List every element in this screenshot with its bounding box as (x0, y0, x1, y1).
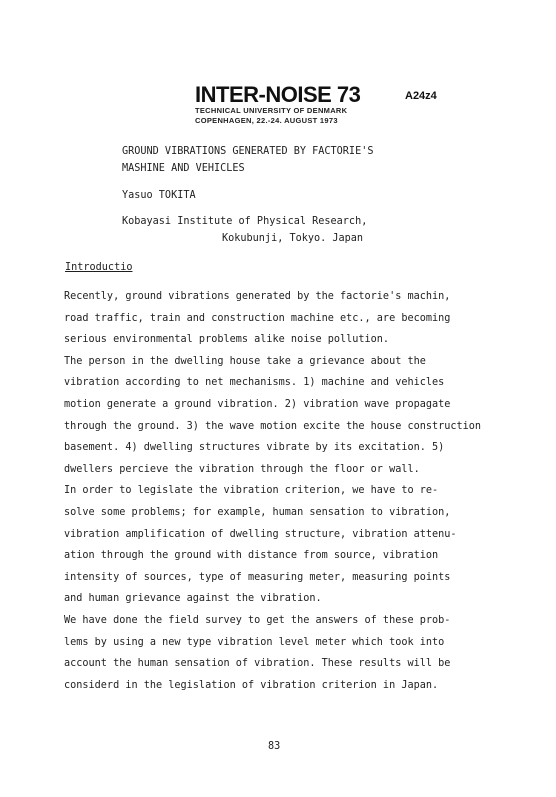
conference-location-date: COPENHAGEN, 22.-24. AUGUST 1973 (195, 116, 338, 125)
conference-university: TECHNICAL UNIVERSITY OF DENMARK (195, 106, 348, 115)
body-line: through the ground. 3) the wave motion excite the house construction (64, 420, 482, 432)
affiliation-line-2: Kokubunji, Tokyo. Japan (222, 233, 364, 244)
conference-header (0, 0, 556, 130)
body-line: and human grievance against the vibration. (64, 593, 322, 605)
paper-title-line-2: MASHINE AND VEHICLES (122, 163, 245, 174)
body-line: basement. 4) dwelling structures vibrate by its excitation. 5) (64, 442, 445, 454)
body-line: intensity of sources, type of measuring meter, measuring points (64, 571, 451, 583)
section-heading: Introductio (65, 262, 133, 273)
affiliation-line-1: Kobayasi Institute of Physical Research, (122, 216, 368, 227)
body-line: considerd in the legislation of vibration criterion in Japan. (64, 679, 439, 691)
body-line: Recently, ground vibrations generated by the factorie's machin, (64, 291, 451, 302)
body-line: vibration amplification of dwelling structure, vibration attenu- (64, 528, 457, 540)
body-line: In order to legislate the vibration criterion, we have to re- (64, 485, 439, 497)
section-body (64, 286, 504, 696)
conference-title: INTER-NOISE 73 (195, 82, 361, 107)
body-line: vibration according to net mechanisms. 1) machine and vehicles (64, 377, 445, 389)
body-line: lems by using a new type vibration level meter which took into (64, 636, 445, 648)
author-name: Yasuo TOKITA (122, 190, 196, 201)
body-line: serious environmental problems alike noise pollution. (64, 334, 390, 346)
body-line: motion generate a ground vibration. 2) vibration wave propagate (64, 398, 451, 410)
paper-title-line-1: GROUND VIBRATIONS GENERATED BY FACTORIE'S (122, 146, 374, 157)
page-number: 83 (268, 741, 281, 752)
paper-code: A24z4 (405, 90, 437, 102)
body-line: We have done the field survey to get the answers of these prob- (64, 614, 451, 626)
body-line: dwellers percieve the vibration through the floor or wall. (64, 463, 420, 475)
body-line: road traffic, train and construction machine etc., are becoming (64, 312, 451, 324)
body-line: The person in the dwelling house take a grievance about the (64, 355, 426, 367)
body-line: ation through the ground with distance from source, vibration (64, 550, 439, 562)
body-line: solve some problems; for example, human sensation to vibration, (64, 506, 451, 518)
body-line: account the human sensation of vibration. These results will be (64, 658, 451, 670)
